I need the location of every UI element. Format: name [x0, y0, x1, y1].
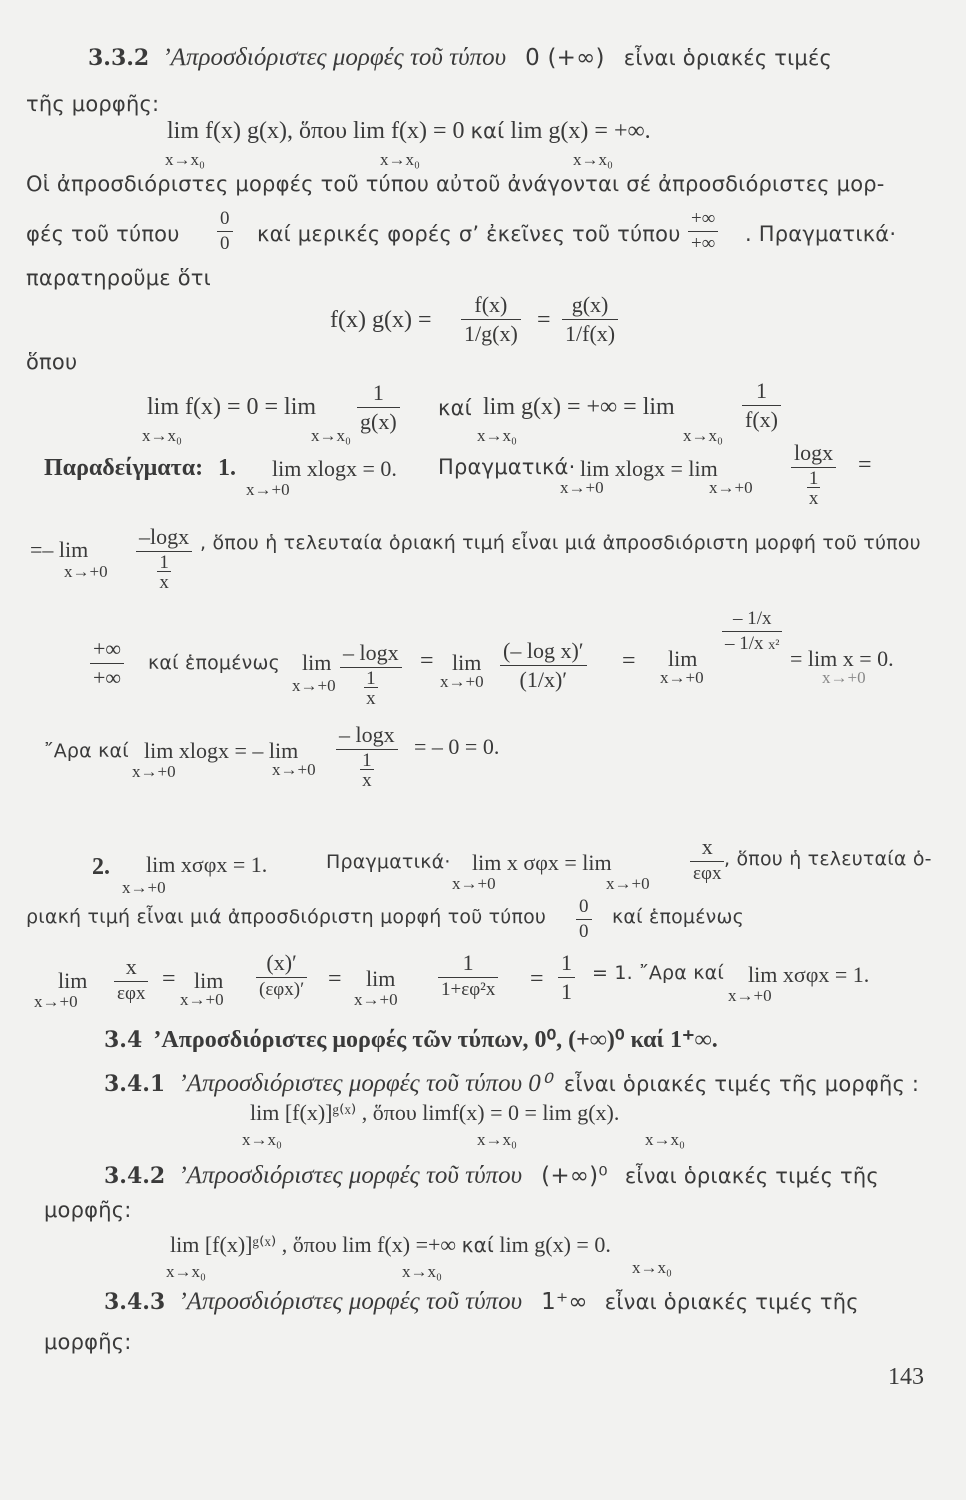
example-formula: lim xlogx = – lim — [144, 738, 299, 763]
equals-sign: = — [537, 307, 551, 333]
text-line: παρατηροῦμε ὅτι — [26, 266, 211, 290]
text-line: . Πραγματικά· — [745, 222, 897, 246]
fraction-neglogx-over-1x: – logx 1 x — [336, 722, 398, 791]
section-heading-3-4-2: 3.4.2 ’Απροσδιόριστες μορφές τοῦ τύπου (+∞)⁰ εἶναι ὁριακές τιμές τῆς — [104, 1162, 879, 1189]
limit-subscript: x→+0 — [354, 990, 398, 1009]
lim-word: lim — [194, 968, 224, 993]
text-line: τῆς μορφῆς: — [26, 92, 160, 116]
page-number: 143 — [888, 1364, 924, 1390]
section-heading-3-3-2 — [88, 44, 832, 72]
limit-subscript: x→x₀ — [402, 1262, 442, 1281]
fraction-x-over-efx: x εφx — [114, 954, 148, 1005]
lim-word: lim — [302, 650, 332, 675]
limit-subscript: x→+0 — [709, 478, 753, 497]
textbook-page: 3.3.2 ’Απροσδιόριστες μορφές τοῦ τύπου 0 (+∞) εἶναι ὁριακές τιμές τῆς μορφῆς: lim f(x) g(x), ὅπου lim f(x) = 0 καί lim g(x) = +∞. x→x₀ x→x₀ x→x₀ Οἱ ἀπροσδιόριστες μορφές τοῦ τύπου αὐτοῦ ἀνάγονται σέ ἀπροσδιόριστες μορ- φές τοῦ τύπου 0 0 καί μερικές φορές σ’ ἐκεῖνες τοῦ τύπου +∞ +∞ . Πραγματικά· παρατηροῦμε ὅτι f(x) g(x) = f(x) 1/g(x) = g(x) 1/f(x) ὅπου lim f(x) = 0 = lim 1 g(x) καί lim g(x) = +∞ = lim 1 f(x) x→x₀ x→x₀ x→x₀ x→x₀ Παραδείγματα: 1. lim xlogx = 0. Πραγματικά· lim xlogx = lim logx 1 x = x→+0 x→+0 x→+0 =– lim –logx 1 x , ὅπου ἡ τελευταία ὁριακή τιμή εἶναι μιά ἀπροσδιόριστη μορφή τοῦ τύπου x→+0 +∞ +∞ καί ἑπομένως lim – logx 1 x = lim (– log x)′ (1/x)′ = lim – 1/x – 1/x x² = lim x = 0. x→+0 x→+0 x→+0 x→+0 ῎Αρα καί lim xlogx = – lim – logx 1 x = – 0 = 0. x→+0 x→+0 2. lim xσφx = 1. Πραγματικά· lim x σφx = lim x εφx , ὅπου ἡ τελευταία ὁ- x→+0 x→+0 x→+0 ριακή τιμή εἶναι μιά ἀπροσδιόριστη μορφή τοῦ τύπου 0 0 καί ἑπομένως lim x εφx = lim (x)′ (εφx)′ = lim 1 1+εφ²x = 1 1 = 1. ῎Αρα καί lim xσφx = 1. x→+0 x→+0 x→+0 x→+0 3.4 ’Απροσδιόριστες μορφές τῶν τύπων, 0⁰, (+∞)⁰ καί 1⁺∞. 3.4.1 ’Απροσδιόριστες μορφές τοῦ τύπου 0⁰ εἶναι ὁριακές τιμές τῆς μορφῆς : lim [f(x)]ᵍ⁽ˣ⁾ , ὅπου limf(x) = 0 = lim g(x). x→x₀ x→x₀ x→x₀ 3.4.2 ’Απροσδιόριστες μορφές τοῦ τύπου (+∞)⁰ εἶναι ὁριακές τιμές τῆς μορφῆς: lim [f(x)]ᵍ⁽ˣ⁾ , ὅπου lim f(x) =+∞ καί lim g(x) = 0. x→x₀ x→x₀ x→x₀ 3.4.3 ’Απροσδιόριστες μορφές τοῦ τύπου 1⁺∞ εἶναι ὁριακές τιμές τῆς μορφῆς: 143 — [26, 44, 932, 1390]
limit-subscript: x→+0 — [822, 668, 866, 687]
section-heading-3-4-3: 3.4.3 ’Απροσδιόριστες μορφές τοῦ τύπου 1⁺∞ εἶναι ὁριακές τιμές τῆς — [104, 1288, 859, 1315]
lim-word: lim — [668, 646, 698, 671]
formula-limit-product: lim f(x) g(x), ὅπου lim f(x) = 0 καί lim g(x) = +∞. — [167, 118, 651, 144]
limit-subscript: x→x₀ — [683, 426, 723, 445]
limit-subscript: x→+0 — [560, 478, 604, 497]
limit-subscript: x→+0 — [728, 986, 772, 1005]
fraction-inf-over-inf: +∞ +∞ — [688, 208, 718, 255]
text-line: ριακή τιμή εἶναι μιά ἀπροσδιόριστη μορφή τοῦ τύπου — [26, 906, 547, 928]
section-number: 3.3.2 — [88, 45, 150, 71]
formula-indeterminate-0-0: lim [f(x)]ᵍ⁽ˣ⁾ , ὅπου limf(x) = 0 = lim g(x). — [250, 1100, 620, 1125]
fraction-1-over-1: 1 1 — [558, 950, 575, 1005]
limit-subscript: x→+0 — [180, 990, 224, 1009]
example-formula: lim xσφx = 1. — [748, 962, 870, 987]
fraction-neglogx-over-1x: –logx 1 x — [136, 524, 192, 593]
limit-subscript: x→+0 — [292, 676, 336, 695]
example-number: 1. — [218, 455, 236, 481]
lim-word: lim — [452, 650, 482, 675]
fraction-g-over-1f: g(x) 1/f(x) — [562, 292, 618, 347]
section-heading-3-4-1: 3.4.1 ’Απροσδιόριστες μορφές τοῦ τύπου 0⁰ εἶναι ὁριακές τιμές τῆς μορφῆς : — [104, 1070, 920, 1097]
limit-subscript: x→x₀ — [142, 426, 182, 445]
text-word: Πραγματικά· — [438, 455, 576, 479]
section-heading-3-4: 3.4 ’Απροσδιόριστες μορφές τῶν τύπων, 0⁰, (+∞)⁰ καί 1⁺∞. — [104, 1027, 718, 1053]
result: = – 0 = 0. — [414, 734, 500, 759]
formula-limit-equivalence: lim f(x) = 0 = lim — [147, 394, 317, 420]
limit-subscript: x→x₀ — [645, 1130, 685, 1149]
formula-indeterminate-inf-0: lim [f(x)]ᵍ⁽ˣ⁾ , ὅπου lim f(x) =+∞ καί lim g(x) = 0. — [170, 1232, 611, 1257]
text-word: καί ἑπομένως — [148, 652, 280, 674]
example-formula: lim xlogx = 0. — [272, 456, 397, 481]
text-line: , ὅπου ἡ τελευταία ὁριακή τιμή εἶναι μιά ἀπροσδιόριστη μορφή τοῦ τύπου — [200, 532, 921, 554]
limit-subscript: x→+0 — [122, 878, 166, 897]
fraction-1-over-1plus: 1 1+εφ²x — [438, 950, 498, 1001]
limit-subscript: x→x₀ — [165, 150, 205, 169]
fraction-1-over-f: 1 f(x) — [742, 378, 781, 433]
limit-subscript: x→+0 — [64, 562, 108, 581]
fraction-zero-over-zero: 0 0 — [576, 896, 592, 943]
section-type: 0 (+∞) — [525, 45, 605, 71]
limit-subscript: x→+0 — [272, 760, 316, 779]
limit-subscript: x→x₀ — [477, 426, 517, 445]
fraction-logx-over-1x: logx 1 x — [791, 440, 836, 509]
fraction-zero-over-zero: 0 0 — [217, 208, 233, 255]
limit-subscript: x→x₀ — [380, 150, 420, 169]
limit-subscript: x→x₀ — [242, 1130, 282, 1149]
fraction-f-over-1g: f(x) 1/g(x) — [461, 292, 521, 347]
text-word: καί ἑπομένως — [612, 906, 744, 928]
text-line: Οἱ ἀπροσδιόριστες μορφές τοῦ τύπου αὐτοῦ ἀνάγονται σέ ἀπροσδιόριστες μορ- — [26, 172, 885, 196]
limit-subscript: x→+0 — [452, 874, 496, 893]
limit-subscript: x→x₀ — [166, 1262, 206, 1281]
text-word: = 1. ῎Αρα καί — [592, 962, 725, 984]
fraction-derivatives: (– log x)′ (1/x)′ — [500, 638, 587, 693]
example-number: 2. — [92, 854, 110, 880]
limit-subscript: x→x₀ — [311, 426, 351, 445]
lim-word: lim — [58, 968, 88, 993]
formula-limit-equivalence: lim g(x) = +∞ = lim — [483, 394, 675, 420]
fraction-x-over-efx: x εφx — [690, 834, 724, 885]
limit-subscript: x→x₀ — [573, 150, 613, 169]
limit-subscript: x→x₀ — [632, 1258, 672, 1277]
limit-subscript: x→+0 — [246, 480, 290, 499]
section-title: ’Απροσδιόριστες μορφές τοῦ τύπου — [162, 44, 507, 71]
fraction-1-over-g: 1 g(x) — [357, 380, 400, 435]
fraction-derivative: (x)′ (εφx)′ — [256, 950, 307, 1001]
limit-subscript: x→+0 — [606, 874, 650, 893]
fraction-nested: – 1/x – 1/x x² — [722, 608, 782, 655]
limit-subscript: x→x₀ — [477, 1130, 517, 1149]
text-line: μορφῆς: — [44, 1198, 132, 1222]
text-word: καί — [438, 396, 472, 420]
example-formula: =– lim — [30, 537, 89, 562]
text-line: καί μερικές φορές σ’ ἐκεῖνες τοῦ τύπου — [257, 222, 681, 246]
fraction-inf-over-inf: +∞ +∞ — [90, 636, 124, 691]
text-word: Πραγματικά· — [326, 851, 451, 873]
text-word: ῎Αρα καί — [44, 740, 129, 762]
text-line: ὅπου — [26, 350, 78, 374]
formula-lhs: f(x) g(x) = — [330, 307, 432, 333]
text-line: φές τοῦ τύπου — [26, 222, 180, 246]
example-formula: lim x σφx = lim — [472, 850, 612, 875]
text-line: , ὅπου ἡ τελευταία ὁ- — [724, 848, 932, 870]
result: = lim x = 0. — [790, 646, 894, 671]
limit-subscript: x→+0 — [440, 672, 484, 691]
limit-subscript: x→+0 — [34, 992, 78, 1011]
section-rest: εἶναι ὁριακές τιμές — [623, 46, 833, 70]
examples-label: Παραδείγματα: — [44, 455, 204, 481]
limit-subscript: x→+0 — [132, 762, 176, 781]
lim-word: lim — [366, 966, 396, 991]
example-formula: lim xσφx = 1. — [146, 852, 268, 877]
text-line: μορφῆς: — [44, 1330, 132, 1354]
equals-sign: = — [858, 452, 872, 478]
limit-subscript: x→+0 — [660, 668, 704, 687]
example-formula: lim xlogx = lim — [580, 456, 718, 481]
fraction-neglogx-over-1x: – logx 1 x — [340, 640, 402, 709]
